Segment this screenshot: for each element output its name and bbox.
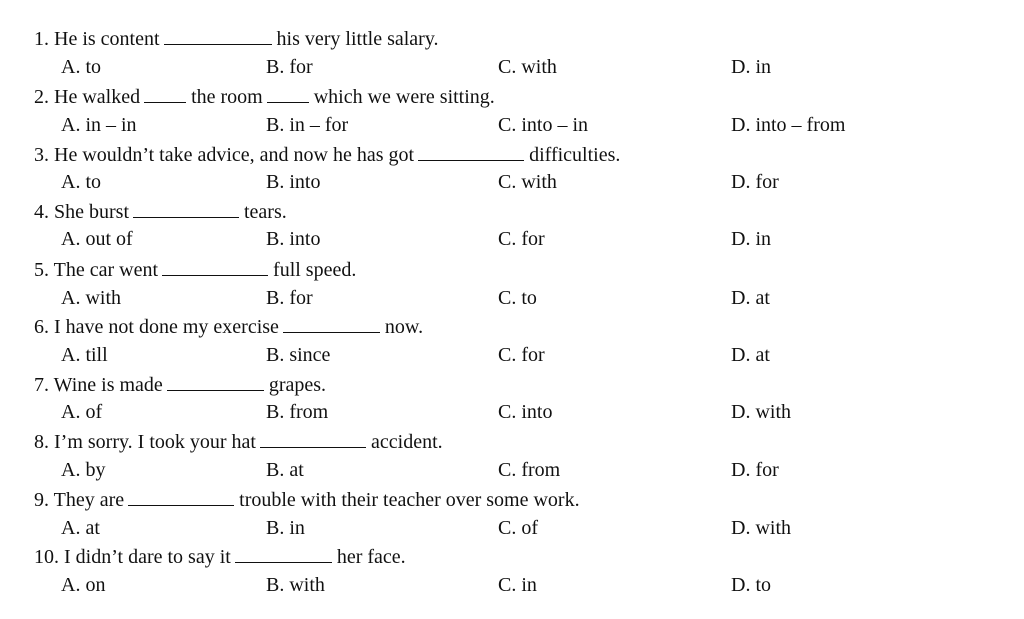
question-text: He walked bbox=[54, 86, 141, 108]
option-c: C. into – in bbox=[498, 114, 589, 136]
option-a: A. at bbox=[61, 517, 100, 539]
answer-blank bbox=[418, 142, 524, 161]
question-text: trouble with their teacher over some work. bbox=[239, 489, 580, 511]
answer-blank bbox=[133, 199, 239, 218]
options-row-3 bbox=[0, 170, 1024, 194]
option-d: D. at bbox=[731, 344, 770, 366]
option-a: A. to bbox=[61, 171, 101, 193]
question-text: They are bbox=[53, 489, 125, 511]
option-b: B. since bbox=[266, 344, 331, 366]
option-b: B. at bbox=[266, 459, 304, 481]
option-d: D. into – from bbox=[731, 114, 846, 136]
option-d: D. in bbox=[731, 228, 771, 250]
answer-blank bbox=[162, 257, 268, 276]
question-number: 5. bbox=[34, 259, 49, 281]
option-a: A. by bbox=[61, 459, 106, 481]
question-3 bbox=[34, 142, 620, 167]
question-number: 10. bbox=[34, 546, 59, 568]
answer-blank bbox=[283, 314, 380, 333]
question-text: difficulties. bbox=[529, 144, 621, 166]
question-text: his very little salary. bbox=[276, 28, 439, 50]
option-c: C. into bbox=[498, 401, 553, 423]
question-number: 1. bbox=[34, 28, 49, 50]
question-9 bbox=[34, 487, 580, 512]
options-row-4 bbox=[0, 227, 1024, 251]
question-text: full speed. bbox=[273, 259, 357, 281]
options-row-6 bbox=[0, 343, 1024, 367]
answer-blank bbox=[164, 26, 272, 45]
question-text: I’m sorry. I took your hat bbox=[54, 431, 256, 453]
answer-blank bbox=[260, 429, 366, 448]
option-c: C. with bbox=[498, 56, 557, 78]
option-d: D. at bbox=[731, 287, 770, 309]
question-text: the room bbox=[191, 86, 263, 108]
option-b: B. for bbox=[266, 56, 313, 78]
option-d: D. for bbox=[731, 171, 779, 193]
question-number: 6. bbox=[34, 316, 49, 338]
question-number: 3. bbox=[34, 144, 49, 166]
question-text: her face. bbox=[336, 546, 406, 568]
answer-blank bbox=[144, 84, 186, 103]
question-text: tears. bbox=[244, 201, 287, 223]
option-c: C. from bbox=[498, 459, 561, 481]
options-row-9 bbox=[0, 516, 1024, 540]
question-number: 4. bbox=[34, 201, 49, 223]
option-c: C. for bbox=[498, 228, 545, 250]
question-5 bbox=[34, 257, 356, 282]
question-10 bbox=[34, 544, 406, 569]
question-6 bbox=[34, 314, 423, 339]
question-text: The car went bbox=[53, 259, 159, 281]
question-text: I have not done my exercise bbox=[54, 316, 279, 338]
answer-blank bbox=[167, 372, 264, 391]
option-a: A. out of bbox=[61, 228, 133, 250]
question-1 bbox=[34, 26, 439, 51]
option-a: A. in – in bbox=[61, 114, 137, 136]
option-c: C. of bbox=[498, 517, 538, 539]
options-row-10 bbox=[0, 573, 1024, 597]
question-2 bbox=[34, 84, 495, 109]
question-4 bbox=[34, 199, 287, 224]
question-text: grapes. bbox=[268, 374, 327, 396]
question-number: 2. bbox=[34, 86, 49, 108]
option-c: C. for bbox=[498, 344, 545, 366]
option-d: D. to bbox=[731, 574, 771, 596]
option-b: B. into bbox=[266, 171, 321, 193]
options-row-5 bbox=[0, 286, 1024, 310]
option-a: A. till bbox=[61, 344, 108, 366]
option-c: C. in bbox=[498, 574, 537, 596]
option-b: B. into bbox=[266, 228, 321, 250]
answer-blank bbox=[128, 487, 234, 506]
question-text: He wouldn’t take advice, and now he has got bbox=[54, 144, 415, 166]
question-number: 7. bbox=[34, 374, 49, 396]
option-a: A. with bbox=[61, 287, 121, 309]
option-a: A. to bbox=[61, 56, 101, 78]
question-text: He is content bbox=[54, 28, 160, 50]
option-d: D. for bbox=[731, 459, 779, 481]
question-text: Wine is made bbox=[53, 374, 163, 396]
answer-blank bbox=[235, 544, 332, 563]
option-d: D. with bbox=[731, 517, 791, 539]
question-text: accident. bbox=[371, 431, 443, 453]
options-row-2 bbox=[0, 113, 1024, 137]
options-row-7 bbox=[0, 400, 1024, 424]
option-d: D. with bbox=[731, 401, 791, 423]
option-b: B. in bbox=[266, 517, 305, 539]
answer-blank bbox=[267, 84, 309, 103]
question-text: I didn’t dare to say it bbox=[64, 546, 231, 568]
question-number: 8. bbox=[34, 431, 49, 453]
option-b: B. with bbox=[266, 574, 325, 596]
options-row-8 bbox=[0, 458, 1024, 482]
question-text: She burst bbox=[54, 201, 129, 223]
option-a: A. of bbox=[61, 401, 103, 423]
option-b: B. from bbox=[266, 401, 329, 423]
option-d: D. in bbox=[731, 56, 771, 78]
options-row-1 bbox=[0, 55, 1024, 79]
option-a: A. on bbox=[61, 574, 106, 596]
option-c: C. to bbox=[498, 287, 537, 309]
question-text: which we were sitting. bbox=[313, 86, 495, 108]
option-b: B. in – for bbox=[266, 114, 349, 136]
question-8 bbox=[34, 429, 443, 454]
option-b: B. for bbox=[266, 287, 313, 309]
question-number: 9. bbox=[34, 489, 49, 511]
question-text: now. bbox=[384, 316, 424, 338]
option-c: C. with bbox=[498, 171, 557, 193]
question-7 bbox=[34, 372, 326, 397]
